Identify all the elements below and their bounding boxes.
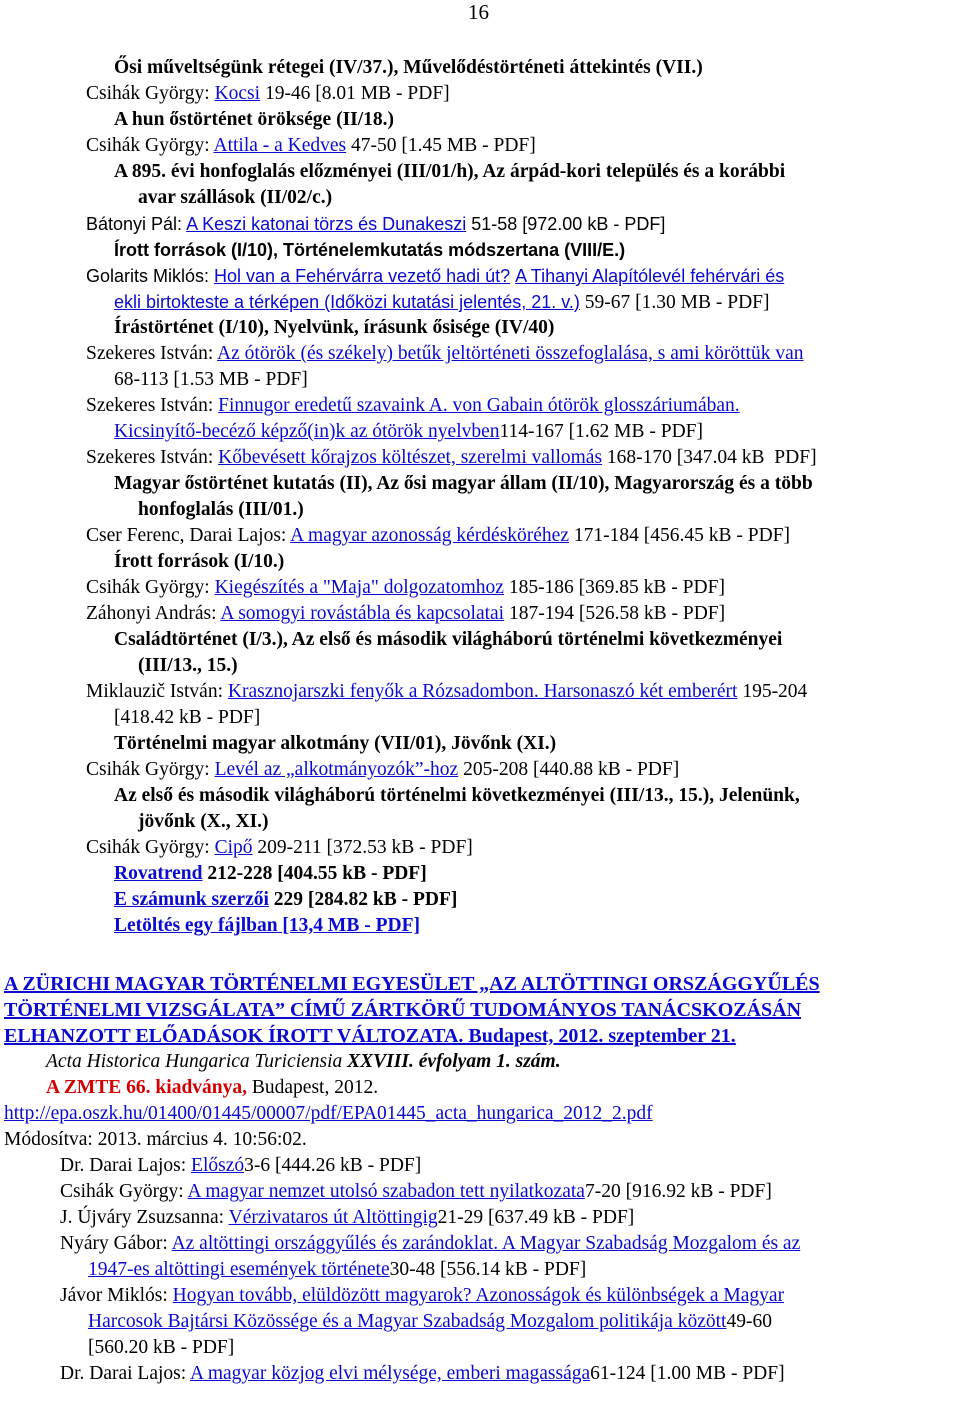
document-link[interactable]: Hol van a Fehérvárra vezető hadi út? [214, 266, 511, 286]
line-text: 212-228 [404.55 kB - PDF] [202, 863, 427, 884]
document-link[interactable]: A somogyi rovástábla és kapcsolatai [220, 603, 505, 624]
line-text: avar szállások (II/02/c.) [138, 187, 333, 208]
line-text: Bátonyi Pál: [86, 214, 187, 234]
issue-line [60, 1232, 800, 1256]
line-text: Golarits Miklós: [86, 266, 215, 286]
line-text: Magyar őstörténet kutatás (II), Az ősi magyar állam (II/10), Magyarország és a több [114, 473, 813, 494]
contents-line [138, 498, 304, 522]
line-text: Csihák György: [86, 135, 214, 156]
document-link[interactable]: A ZÜRICHI MAGYAR TÖRTÉNELMI EGYESÜLET „AZ ALTÖTTINGI ORSZÁGGYŰLÉS [4, 973, 820, 995]
document-link[interactable]: Kicsinyítő-becéző képző(in)k az ótörök nyelvben [114, 421, 500, 442]
line-text: 47-50 [1.45 MB - PDF] [346, 135, 536, 156]
contents-line [114, 914, 420, 938]
line-text: honfoglalás (III/01.) [138, 499, 304, 520]
document-link[interactable]: A Tihanyi Alapítólevél fehérvári és [515, 266, 785, 286]
line-text: Nyáry Gábor: [60, 1233, 172, 1254]
contents-line [114, 732, 556, 756]
line-text: Miklauzič István: [86, 681, 228, 702]
line-text: A ZMTE 66. kiadványa, [46, 1077, 248, 1098]
document-link[interactable]: A Keszi katonai törzs és Dunakeszi [186, 214, 467, 234]
line-text: Dr. Darai Lajos: [60, 1155, 192, 1176]
line-text: 171-184 [456.45 kB - PDF] [569, 525, 791, 546]
line-text: XXVIII. évfolyam 1. szám. [342, 1051, 561, 1072]
contents-line [114, 238, 625, 263]
line-text: Acta Historica Hungarica Turiciensia [46, 1051, 343, 1072]
line-text: Cser Ferenc, Darai Lajos: [86, 525, 291, 546]
document-link[interactable]: Cipő [214, 837, 253, 858]
line-text: A hun őstörténet öröksége (II/18.) [114, 109, 395, 130]
line-text: 185-186 [369.85 kB - PDF] [503, 577, 725, 598]
line-text: A 895. évi honfoglalás előzményei (III/01/h), Az árpád-kori település és a korábbi [114, 161, 786, 182]
contents-line [86, 602, 725, 626]
document-link[interactable]: Kiegészítés a "Maja" dolgozatomhoz [214, 577, 504, 598]
document-link[interactable]: Az altöttingi országgyűlés és zarándoklat. A Magyar Szabadság Mozgalom és az [171, 1233, 801, 1254]
document-link[interactable]: http://epa.oszk.hu/01400/01445/00007/pdf/EPA01445_acta_hungarica_2012_2.pdf [4, 1103, 653, 1124]
line-text: 51-58 [972.00 kB - PDF] [466, 214, 666, 234]
line-text: J. Újváry Zsuzsanna: [60, 1207, 229, 1228]
line-text: Szekeres István: [86, 343, 218, 364]
contents-line [86, 576, 725, 600]
contents-line [114, 862, 427, 886]
contents-line [114, 706, 260, 730]
document-link[interactable]: A magyar nemzet utolsó szabadon tett nyilatkozata [187, 1181, 585, 1202]
contents-line [86, 758, 679, 782]
document-link[interactable]: Vérzivataros út Altöttingig [228, 1207, 438, 1228]
line-text: 59-67 [1.30 MB - PDF] [579, 292, 770, 313]
issue-line [88, 1310, 772, 1334]
document-link[interactable]: Attila - a Kedves [213, 135, 347, 156]
line-text: 205-208 [440.88 kB - PDF] [458, 759, 680, 780]
document-link[interactable]: Krasznojarszki fenyők a Rózsadombon. Harsonaszó két emberért [227, 681, 738, 702]
line-text: Csihák György: [86, 83, 215, 104]
document-link[interactable]: TÖRTÉNELMI VIZSGÁLATA” CÍMŰ ZÁRTKÖRŰ TUDOMÁNYOS TANÁCSKOZÁSÁN [4, 999, 802, 1021]
line-text: [560.20 kB - PDF] [88, 1337, 235, 1358]
contents-line [114, 628, 782, 652]
contents-line [114, 368, 308, 392]
line-text: 195-204 [737, 681, 808, 702]
document-link[interactable]: A magyar közjog elvi mélysége, emberi magassága [189, 1363, 591, 1384]
contents-line [86, 212, 665, 237]
contents-line [86, 82, 450, 106]
document-link[interactable]: Kőbevésett kőrajzos költészet, szerelmi vallomás [218, 447, 603, 468]
document-link[interactable]: 1947-es altöttingi események története [88, 1259, 390, 1280]
line-text: Dr. Darai Lajos: [60, 1363, 190, 1384]
line-text: 61-124 [1.00 MB - PDF] [590, 1363, 785, 1384]
document-link[interactable]: E számunk szerzői [114, 889, 269, 910]
document-link[interactable]: Levél az „alkotmányozók”-hoz [214, 759, 459, 780]
issue-line [4, 1024, 736, 1049]
issue-line [60, 1362, 785, 1386]
contents-line [114, 888, 457, 912]
line-text: Történelmi magyar alkotmány (VII/01), Jövőnk (XI.) [114, 733, 557, 754]
line-text: (III/13., 15.) [138, 655, 238, 676]
document-link[interactable]: Rovatrend [114, 863, 203, 884]
contents-line [114, 472, 813, 496]
issue-line [4, 972, 820, 997]
contents-line [86, 342, 804, 366]
document-link[interactable]: Kocsi [214, 83, 261, 104]
page-number: 16 [468, 0, 489, 24]
document-link[interactable]: Harcosok Bajtársi Közössége és a Magyar Szabadság Mozgalom politikája között [88, 1311, 727, 1332]
contents-line [86, 394, 740, 418]
contents-line [138, 810, 269, 834]
line-text: 7-20 [916.92 kB - PDF] [584, 1181, 772, 1202]
line-text: Csihák György: [86, 837, 215, 858]
line-text: Csihák György: [60, 1181, 188, 1202]
line-text: 68-113 [1.53 MB - PDF] [114, 369, 308, 390]
contents-line [114, 56, 703, 80]
line-text: Csihák György: [86, 759, 215, 780]
line-text: Ősi műveltségünk rétegei (IV/37.), Művelődéstörténeti áttekintés (VII.) [114, 57, 703, 78]
line-text: Módosítva: 2013. március 4. 10:56:02. [4, 1129, 307, 1150]
issue-line [60, 1206, 634, 1230]
line-text: Záhonyi András: [86, 603, 221, 624]
line-text: [418.42 kB - PDF] [114, 707, 261, 728]
document-link[interactable]: Finnugor eredetű szavaink A. von Gabain ótörök glosszáriumában. [218, 395, 740, 416]
line-text: Budapest, 2012. [247, 1077, 379, 1098]
line-text: 3-6 [444.26 kB - PDF] [244, 1155, 422, 1176]
issue-line [88, 1258, 586, 1282]
document-link[interactable]: Hogyan tovább, elüldözött magyarok? Azonosságok és különbségek a Magyar [172, 1285, 785, 1306]
issue-line [46, 1076, 378, 1100]
line-text: jövőnk (X., XI.) [138, 811, 269, 832]
contents-line [86, 836, 473, 860]
issue-line [88, 1336, 234, 1360]
contents-line [114, 420, 703, 444]
document-link[interactable]: Az ótörök (és székely) betűk jeltörténeti összefoglalása, s ami köröttük van [217, 343, 804, 364]
document-link[interactable]: Letöltés egy fájlban [13,4 MB - PDF] [114, 915, 420, 936]
contents-line [114, 160, 785, 184]
line-text: Szekeres István: [86, 395, 219, 416]
contents-line [86, 134, 536, 158]
contents-line [86, 680, 807, 704]
contents-line [114, 108, 394, 132]
contents-line [86, 264, 784, 289]
contents-line [138, 186, 332, 210]
contents-line [86, 524, 790, 548]
line-text: Írott források (I/10.) [114, 551, 285, 572]
line-text: 21-29 [637.49 kB - PDF] [437, 1207, 635, 1228]
document-link[interactable]: A magyar azonosság kérdésköréhez [290, 525, 569, 546]
document-link[interactable]: Előszó [191, 1155, 245, 1176]
line-text: Írott források (I/10), Történelemkutatás módszertana (VIII/E.) [114, 240, 626, 260]
line-text: 187-194 [526.58 kB - PDF] [504, 603, 726, 624]
line-text: 19-46 [8.01 MB - PDF] [260, 83, 450, 104]
document-link[interactable]: ELHANZOTT ELŐADÁSOK ÍROTT VÁLTOZATA. Budapest, 2012. szeptember 21. [4, 1025, 736, 1047]
line-text: Szekeres István: [86, 447, 219, 468]
contents-line [114, 290, 770, 315]
line-text: 30-48 [556.14 kB - PDF] [389, 1259, 587, 1280]
contents-line [114, 316, 554, 340]
issue-line [60, 1154, 421, 1178]
issue-line [4, 1128, 307, 1152]
issue-line [4, 1102, 653, 1126]
line-text: 168-170 [347.04 kB PDF] [602, 447, 817, 468]
document-link[interactable]: ekli birtokteste a térképen (Időközi kutatási jelentés, 21. v.) [114, 292, 580, 312]
line-text: Csihák György: [86, 577, 215, 598]
contents-line [114, 784, 800, 808]
line-text: Jávor Miklós: [60, 1285, 173, 1306]
issue-line [60, 1180, 772, 1204]
line-text: Családtörténet (I/3.), Az első és második világháború történelmi következményei [114, 629, 783, 650]
issue-line [4, 998, 801, 1023]
issue-line [46, 1050, 561, 1074]
line-text: Az első és második világháború történelmi következményei (III/13., 15.), Jelenünk, [114, 785, 800, 806]
contents-line [86, 446, 817, 470]
contents-line [114, 550, 284, 574]
line-text: 49-60 [726, 1311, 772, 1332]
line-text: 209-211 [372.53 kB - PDF] [252, 837, 473, 858]
issue-line [60, 1284, 784, 1308]
line-text: Írástörténet (I/10), Nyelvünk, írásunk ősisége (IV/40) [114, 317, 555, 338]
line-text: 229 [284.82 kB - PDF] [268, 889, 458, 910]
line-text: 114-167 [1.62 MB - PDF] [499, 421, 704, 442]
contents-line [138, 654, 238, 678]
